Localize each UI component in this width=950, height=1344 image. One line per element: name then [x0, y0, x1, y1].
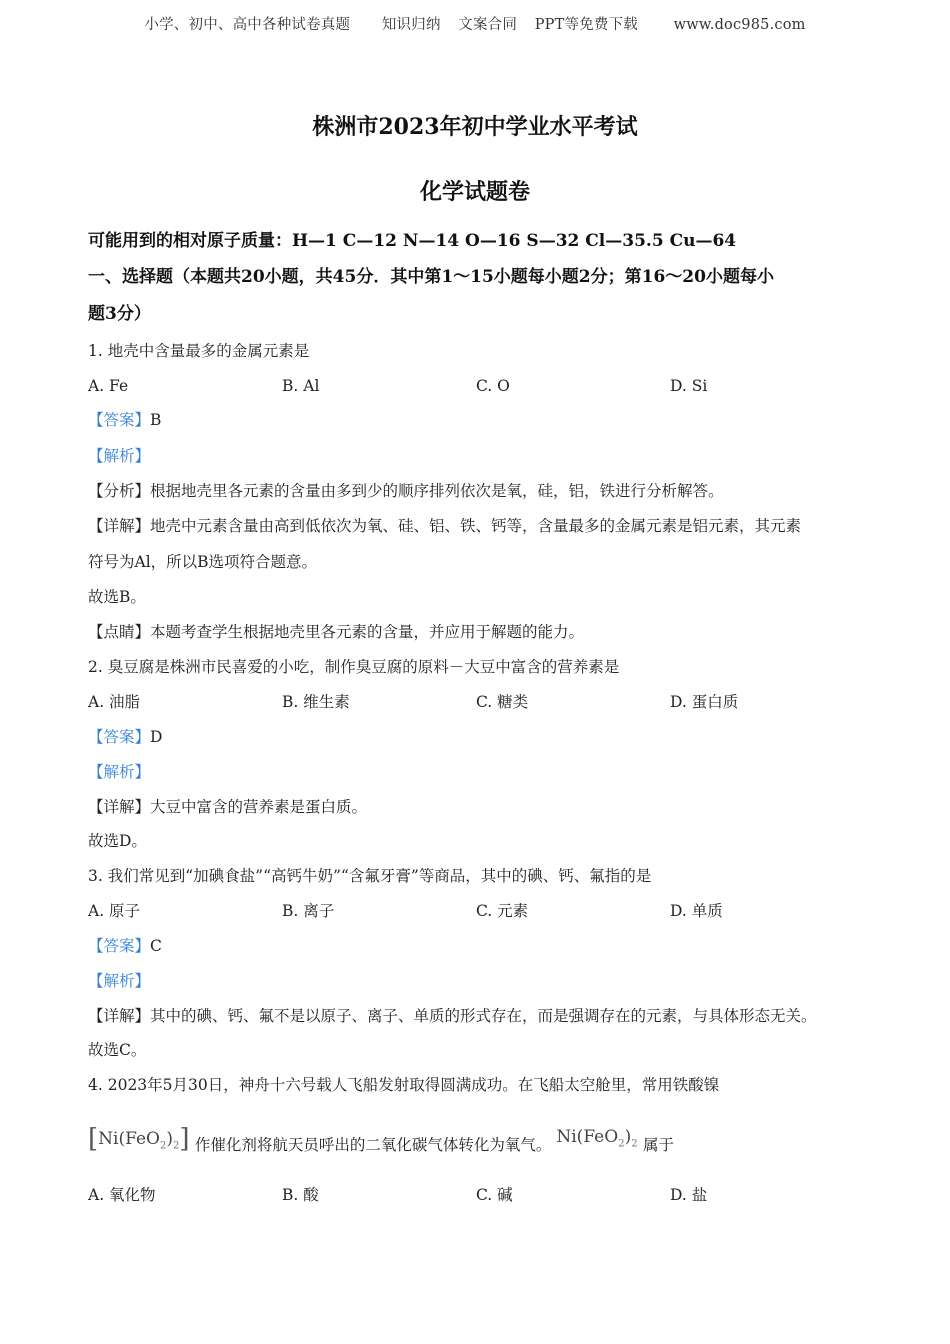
q3-xiangjie-text: 其中的碘、钙、氟不是以原子、离子、单质的形式存在，而是强调存在的元素，与具体形态无关。 [150, 1007, 817, 1025]
q4-option-b: B. 酸 [282, 1186, 319, 1204]
header-site-link[interactable]: www.doc985.com [673, 17, 806, 33]
q1-fenxi-text: 根据地壳里各元素的含量由多到少的顺序排列依次是氧，硅，铝，铁进行分析解答。 [150, 482, 724, 500]
page-header [0, 13, 950, 34]
q4-option-a: A. 氧化物 [88, 1186, 156, 1204]
q3-answer [88, 936, 162, 956]
formula-sub-outer: 2 [172, 1140, 180, 1152]
q3-option-c: C. 元素 [476, 902, 529, 920]
formula-sub-outer: 2 [631, 1138, 638, 1150]
q1-analysis-label [88, 446, 150, 466]
q1-xiangjie-cont: 符号为Al，所以B选项符合题意。 [88, 553, 318, 571]
xiangjie-label: 【详解】 [88, 1007, 151, 1025]
q2-analysis-label [88, 762, 150, 782]
xiangjie-label: 【详解】 [88, 517, 151, 535]
q3-option-d: D. 单质 [670, 902, 723, 920]
q1-fenxi [88, 481, 724, 501]
q1-xiangjie [88, 516, 801, 536]
header-text-3: 文案合同 [458, 17, 518, 33]
q4-formula-inline [556, 1127, 643, 1150]
exam-title: 株洲市2023年初中学业水平考试 [312, 114, 638, 140]
q3-conclusion: 故选C。 [88, 1041, 147, 1059]
formula-sub-inner: 2 [618, 1138, 625, 1150]
q1-stem: 1. 地壳中含量最多的金属元素是 [88, 342, 310, 360]
q4-option-c: C. 碱 [476, 1186, 513, 1204]
formula-close: ) [624, 1127, 632, 1147]
q3-stem: 3. 我们常见到“加碘食盐”“高钙牛奶”“含氟牙膏”等商品，其中的碘、钙、氟指的是 [88, 867, 652, 885]
q1-xiangjie-text: 地壳中元素含量由高到低依次为氧、硅、铝、铁、钙等，含量最多的金属元素是铝元素，其元素 [150, 517, 802, 535]
q1-conclusion: 故选B。 [88, 588, 146, 606]
q4-formula-bracketed: $[Ni(FeO_2)_2]$ [88, 1124, 190, 1154]
fenxi-label: 【分析】 [88, 482, 151, 500]
q2-option-c: C. 糖类 [476, 693, 529, 711]
q3-option-a: A. 原子 [88, 902, 141, 920]
q3-option-b: B. 离子 [282, 902, 335, 920]
q2-option-a: A. 油脂 [88, 693, 141, 711]
q2-option-b: B. 维生素 [282, 693, 350, 711]
q3-analysis-label [88, 971, 150, 991]
header-text-4: PPT等免费下载 [534, 17, 639, 33]
q4-stem-tail: 属于 [642, 1136, 674, 1154]
q2-xiangjie [88, 797, 367, 817]
q3-answer-value: C [150, 937, 162, 955]
q1-answer-value: B [150, 411, 162, 429]
dianjing-label: 【点睛】 [88, 623, 151, 641]
q2-answer [88, 727, 162, 747]
q1-option-a: A. Fe [88, 377, 129, 395]
section-heading-cont: 题3分） [88, 304, 151, 324]
exam-subtitle: 化学试题卷 [419, 179, 530, 205]
q4-option-d: D. 盐 [670, 1186, 708, 1204]
analysis-label: 【解析】 [88, 763, 151, 781]
q2-xiangjie-text: 大豆中富含的营养素是蛋白质。 [150, 798, 368, 816]
analysis-label: 【解析】 [88, 972, 151, 990]
q2-option-d: D. 蛋白质 [670, 693, 739, 711]
answer-label: 【答案】 [88, 728, 151, 746]
q2-stem: 2. 臭豆腐是株洲市民喜爱的小吃，制作臭豆腐的原料－大豆中富含的营养素是 [88, 658, 620, 676]
q4-stem-formula-line [88, 1124, 674, 1167]
atomic-masses: 可能用到的相对原子质量：H—1 C—12 N—14 O—16 S—32 Cl—35.5 Cu—64 [88, 231, 737, 251]
q1-option-b: B. Al [282, 377, 320, 395]
formula-close: ) [166, 1129, 173, 1149]
answer-label: 【答案】 [88, 411, 151, 429]
q1-answer [88, 410, 161, 430]
q2-conclusion: 故选D。 [88, 832, 147, 850]
analysis-label: 【解析】 [88, 447, 151, 465]
header-text-2: 知识归纳 [381, 17, 441, 33]
q2-answer-value: D [150, 728, 163, 746]
xiangjie-label: 【详解】 [88, 798, 151, 816]
q1-option-c: C. O [476, 377, 510, 395]
formula-main: Ni(FeO [556, 1127, 619, 1147]
formula-main: Ni(FeO [98, 1129, 160, 1149]
q1-option-d: D. Si [670, 377, 708, 395]
q4-stem-text: 作催化剂将航天员呼出的二氧化碳气体转化为氧气。 [194, 1136, 552, 1154]
formula-sub-inner: 2 [159, 1140, 167, 1152]
q1-dianjing [88, 622, 584, 642]
q3-xiangjie [88, 1006, 817, 1026]
q4-stem: 4. 2023年5月30日，神舟十六号载人飞船发射取得圆满成功。在飞船太空舱里，常用铁酸镍 [88, 1076, 720, 1094]
answer-label: 【答案】 [88, 937, 151, 955]
q1-dianjing-text: 本题考查学生根据地壳里各元素的含量，并应用于解题的能力。 [150, 623, 585, 641]
section-heading: 一、选择题（本题共20小题，共45分．其中第1～15小题每小题2分；第16～20小题每小 [88, 267, 774, 287]
header-text-1: 小学、初中、高中各种试卷真题 [144, 17, 351, 33]
